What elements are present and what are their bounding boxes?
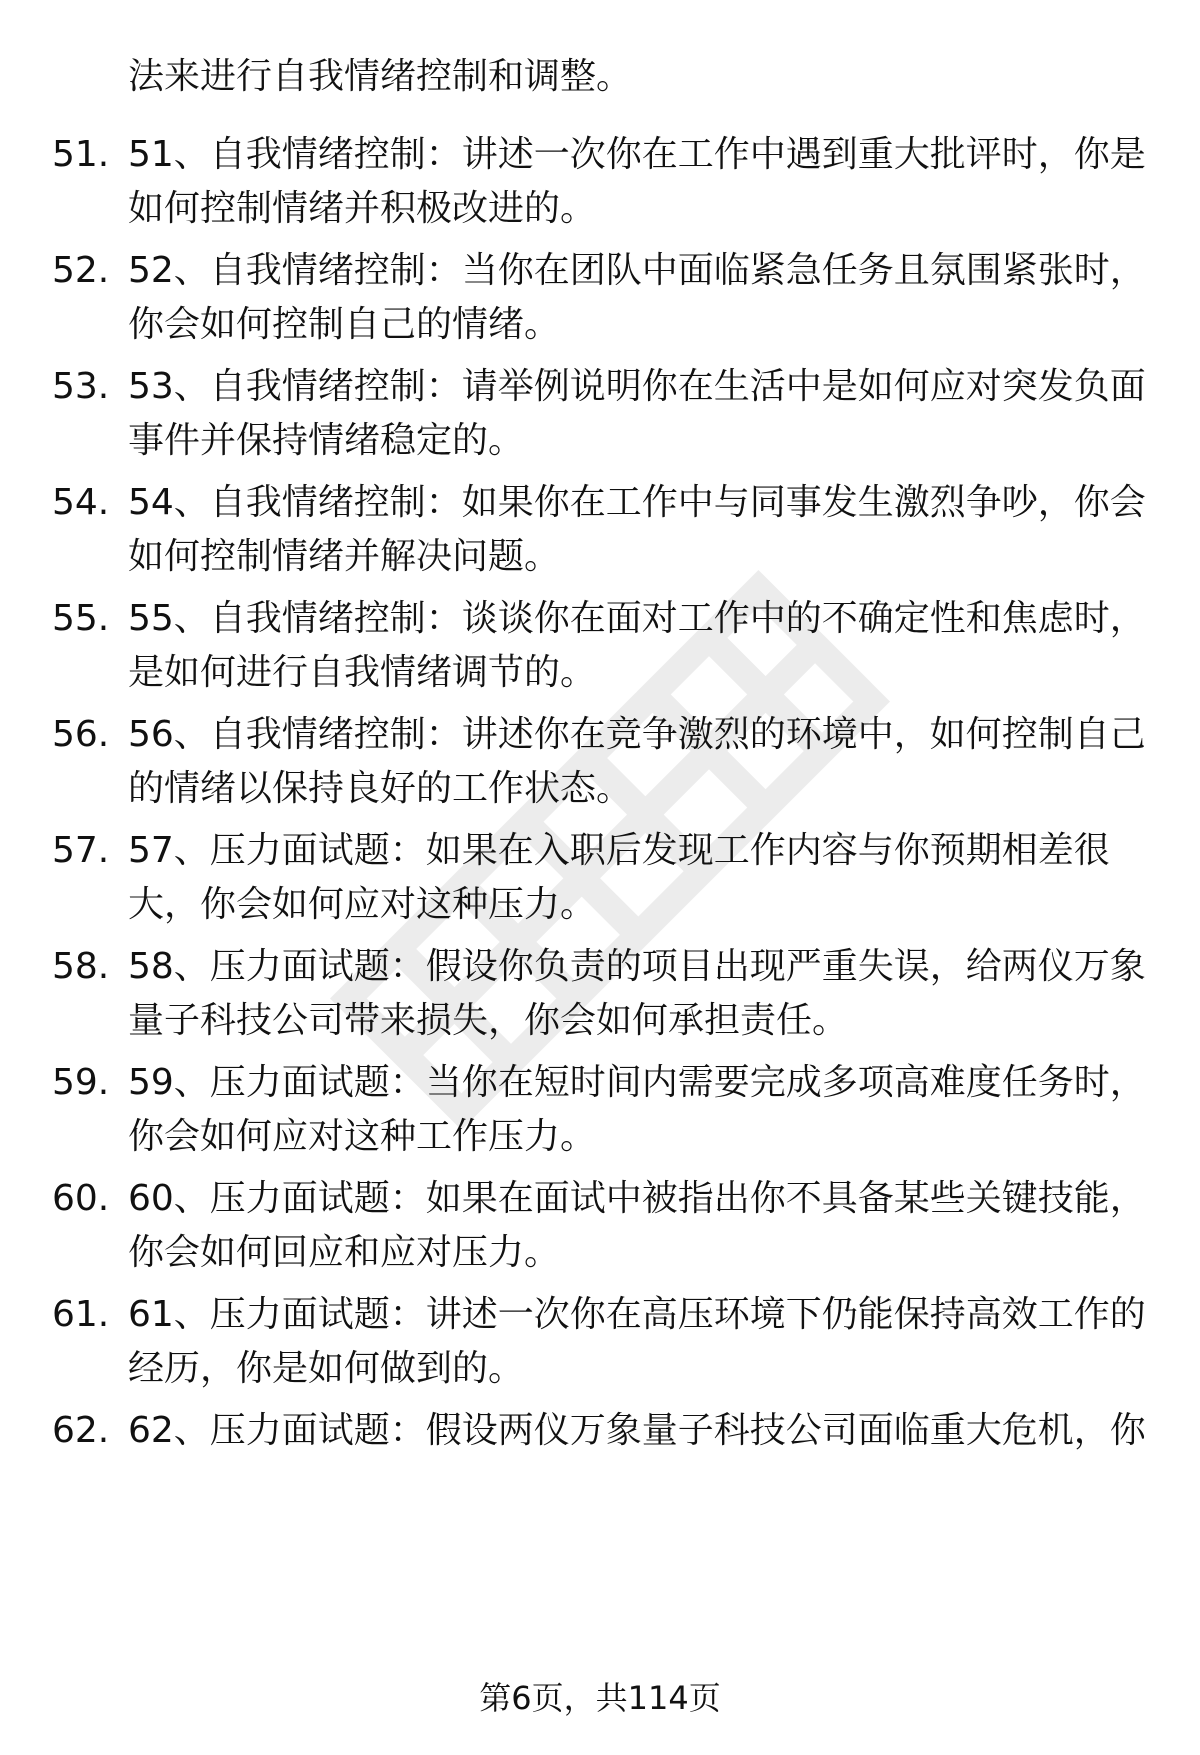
item-text-line: 你会如何回应和应对压力。 bbox=[128, 1232, 561, 1273]
item-text-line: 58、压力面试题：假设你负责的项目出现严重失误，给两仪万象 bbox=[128, 946, 1146, 987]
item-number: 61. bbox=[52, 1294, 110, 1335]
item-number: 51. bbox=[52, 134, 110, 175]
item-number: 57. bbox=[52, 830, 110, 871]
item-number: 60. bbox=[52, 1178, 110, 1219]
list-item bbox=[0, 826, 1200, 936]
item-number: 58. bbox=[52, 946, 110, 987]
item-text-line: 如何控制情绪并积极改进的。 bbox=[128, 188, 597, 229]
item-number: 62. bbox=[52, 1410, 110, 1451]
item-text-line: 你会如何控制自己的情绪。 bbox=[128, 304, 561, 345]
item-number: 59. bbox=[52, 1062, 110, 1103]
list-item bbox=[0, 246, 1200, 356]
item-number: 56. bbox=[52, 714, 110, 755]
item-text-line: 55、自我情绪控制：谈谈你在面对工作中的不确定性和焦虑时， bbox=[128, 598, 1146, 639]
item-text-line: 54、自我情绪控制：如果你在工作中与同事发生激烈争吵，你会 bbox=[128, 482, 1146, 523]
item-text-line: 53、自我情绪控制：请举例说明你在生活中是如何应对突发负面 bbox=[128, 366, 1146, 407]
item-number: 53. bbox=[52, 366, 110, 407]
item-text-line: 51、自我情绪控制：讲述一次你在工作中遇到重大批评时，你是 bbox=[128, 134, 1146, 175]
item-text-line: 56、自我情绪控制：讲述你在竞争激烈的环境中，如何控制自己 bbox=[128, 714, 1146, 755]
list-item bbox=[0, 478, 1200, 588]
item-text-line: 事件并保持情绪稳定的。 bbox=[128, 420, 525, 461]
item-text-line: 62、压力面试题：假设两仪万象量子科技公司面临重大危机，你 bbox=[128, 1410, 1146, 1451]
item-text-line: 如何控制情绪并解决问题。 bbox=[128, 536, 561, 577]
item-text-line: 59、压力面试题：当你在短时间内需要完成多项高难度任务时， bbox=[128, 1062, 1146, 1103]
list-item bbox=[0, 942, 1200, 1052]
list-item bbox=[0, 1058, 1200, 1168]
item-number: 52. bbox=[52, 250, 110, 291]
continuation-text: 法来进行自我情绪控制和调整。 bbox=[128, 56, 633, 97]
item-text-line: 你会如何应对这种工作压力。 bbox=[128, 1116, 597, 1157]
item-text-line: 是如何进行自我情绪调节的。 bbox=[128, 652, 597, 693]
list-item bbox=[0, 1406, 1200, 1516]
item-text-line: 经历，你是如何做到的。 bbox=[128, 1348, 525, 1389]
item-text-line: 的情绪以保持良好的工作状态。 bbox=[128, 768, 633, 809]
list-item bbox=[0, 1290, 1200, 1400]
list-item bbox=[0, 362, 1200, 472]
item-text-line: 52、自我情绪控制：当你在团队中面临紧急任务且氛围紧张时， bbox=[128, 250, 1146, 291]
list-item bbox=[0, 130, 1200, 240]
item-text-line: 61、压力面试题：讲述一次你在高压环境下仍能保持高效工作的 bbox=[128, 1294, 1146, 1335]
list-item bbox=[0, 594, 1200, 704]
list-item bbox=[0, 710, 1200, 820]
page-footer: 第6页，共114页 bbox=[479, 1679, 721, 1717]
list-item bbox=[0, 1174, 1200, 1284]
item-number: 55. bbox=[52, 598, 110, 639]
item-text-line: 57、压力面试题：如果在入职后发现工作内容与你预期相差很 bbox=[128, 830, 1110, 871]
item-text-line: 60、压力面试题：如果在面试中被指出你不具备某些关键技能， bbox=[128, 1178, 1146, 1219]
item-text-line: 大，你会如何应对这种压力。 bbox=[128, 884, 597, 925]
item-number: 54. bbox=[52, 482, 110, 523]
item-text-line: 量子科技公司带来损失，你会如何承担责任。 bbox=[128, 1000, 849, 1041]
